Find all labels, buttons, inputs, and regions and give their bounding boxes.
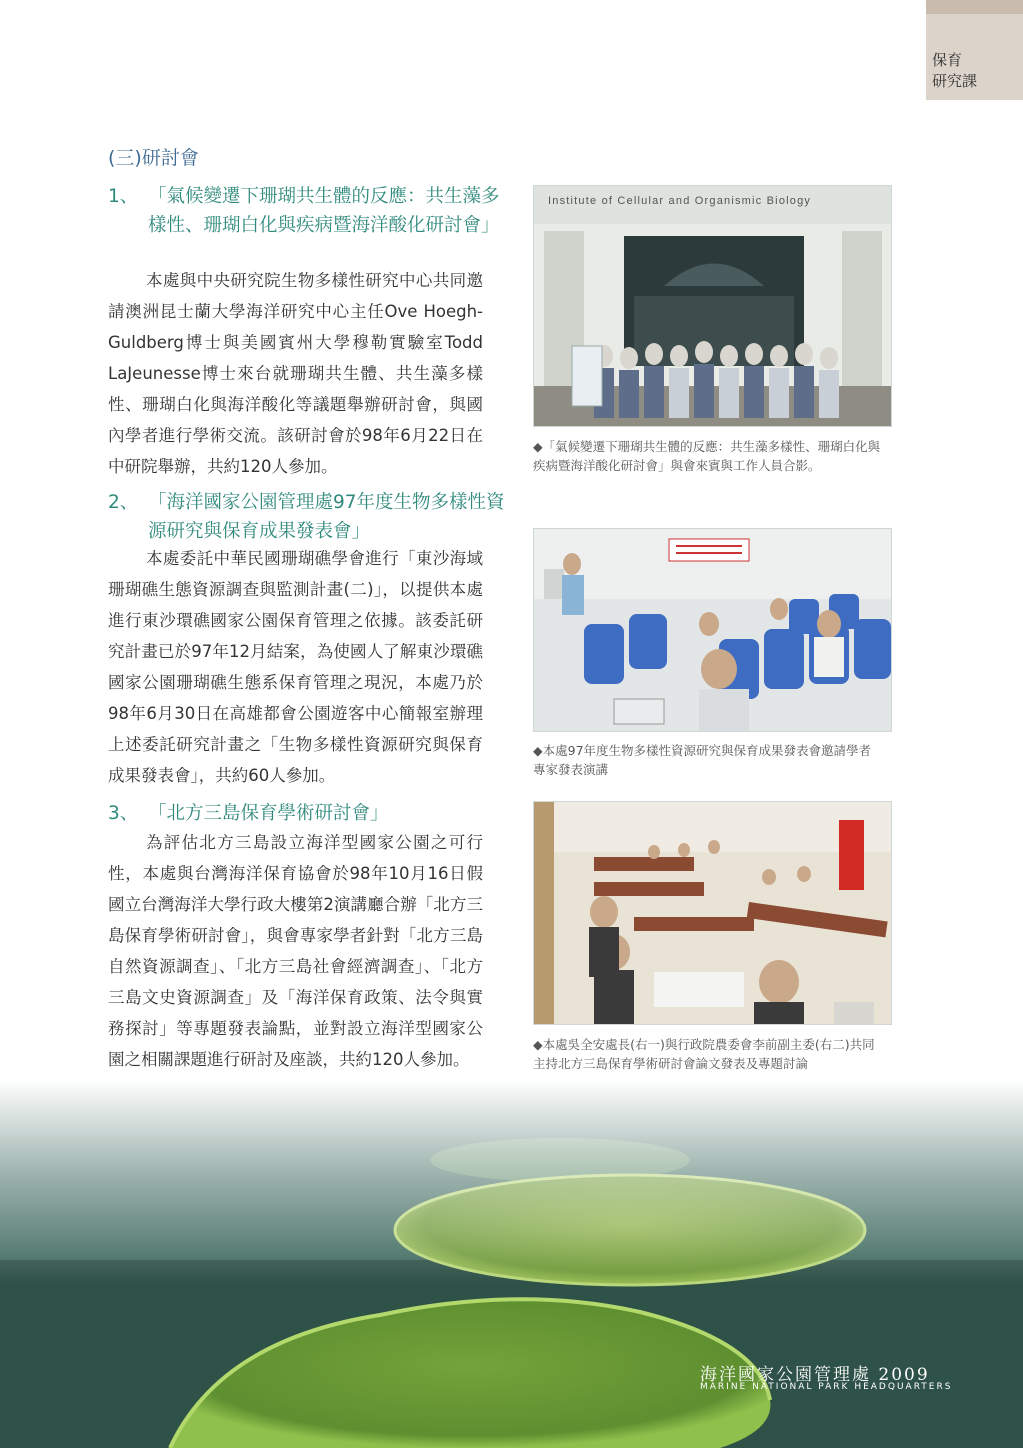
photo-1-caption: ◆「氣候變遷下珊瑚共生體的反應：共生藻多樣性、珊瑚白化與疾病暨海洋酸化研討會」與會來賓與工作人員合影。 bbox=[533, 439, 881, 473]
item-1-heading bbox=[108, 182, 508, 240]
conference-photo-art bbox=[534, 802, 891, 1024]
footer-organization-title: 海洋國家公園管理處 2009 bbox=[700, 1365, 930, 1385]
photo-2-caption: ◆本處97年度生物多樣性資源研究與保育成果發表會邀請學者專家發表演講 bbox=[533, 743, 872, 777]
footer-organization-subtitle: MARINE NATIONAL PARK HEADQUARTERS bbox=[700, 1382, 953, 1392]
lecture-photo-art bbox=[534, 529, 891, 731]
conference-photo bbox=[533, 801, 892, 1025]
item-3-body: 為評估北方三島設立海洋型國家公園之可行性，本處與台灣海洋保育協會於98年10月16日假國立台灣海洋大學行政大樓第2演講廳合辦「北方三島保育學術研討會」，與會專家學者針對「北方三島自然資源調查」、「北方三島社會經濟調查」、「北方三島文史資源調查」及「海洋保育政策、法令與實務探討」等專題發表論點，並對設立海洋型國家公園之相關課題進行研討及座談，共約120人參加。 bbox=[108, 833, 483, 1069]
item-1-body: 本處與中央研究院生物多樣性研究中心共同邀請澳洲昆士蘭大學海洋研究中心主任Ove Hoegh-Guldberg博士與美國賓州大學穆勒實驗室Todd LaJeunesse博士來台就珊瑚共生體、共生藻多樣性、珊瑚白化與海洋酸化等議題舉辦研討會，與國內學者進行學術交流。該研討會於98年6月22日在中研院舉辦，共約120人參加。 bbox=[108, 271, 483, 476]
tab-line-2: 研究課 bbox=[932, 72, 978, 90]
section-title: (三)研討會 bbox=[108, 147, 199, 169]
item-3-title: 「北方三島保育學術研討會」 bbox=[148, 803, 389, 824]
lecture-photo bbox=[533, 528, 892, 732]
item-2-number: 2、 bbox=[108, 492, 139, 513]
item-2-heading bbox=[108, 488, 508, 546]
item-2-body: 本處委託中華民國珊瑚礁學會進行「東沙海域珊瑚礁生態資源調查與監測計畫(二)」，以提供本處進行東沙環礁國家公園保育管理之依據。該委託研究計畫已於97年12月結案，為使國人了解東沙環礁國家公園珊瑚礁生態系保育管理之現況，本處乃於98年6月30日在高雄都會公園遊客中心簡報室辦理上述委託研究計畫之「生物多樣性資源研究與保育成果發表會」，共約60人參加。 bbox=[108, 549, 483, 785]
photo-3-caption: ◆本處吳全安處長(右一)與行政院農委會李前副主委(右二)共同主持北方三島保育學術研討會論文發表及專題討論 bbox=[533, 1037, 875, 1071]
section-tab bbox=[926, 0, 1023, 100]
coral-reef-image bbox=[0, 1080, 1023, 1448]
tab-strip bbox=[926, 0, 1023, 14]
group-photo-art bbox=[534, 186, 891, 426]
section-tab-label bbox=[932, 50, 977, 92]
item-1-number: 1、 bbox=[108, 186, 139, 207]
item-3-number: 3、 bbox=[108, 803, 139, 824]
group-photo bbox=[533, 185, 892, 427]
item-1-title: 「氣候變遷下珊瑚共生體的反應：共生藻多樣性、珊瑚白化與疾病暨海洋酸化研討會」 bbox=[148, 186, 500, 236]
institute-sign: Institute of Cellular and Organismic Biology bbox=[548, 195, 812, 207]
tab-line-1: 保育 bbox=[932, 51, 963, 69]
item-3-heading bbox=[108, 799, 508, 828]
item-2-title: 「海洋國家公園管理處97年度生物多樣性資源研究與保育成果發表會」 bbox=[148, 492, 505, 542]
